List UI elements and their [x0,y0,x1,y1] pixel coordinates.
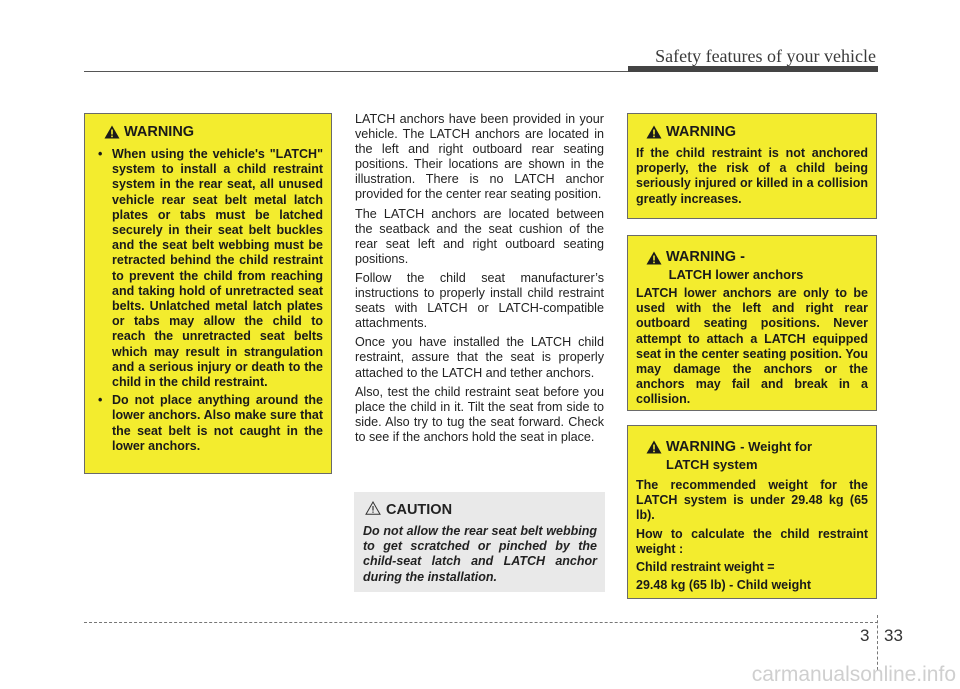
right-warning-1-title: WARNING [666,124,737,140]
right-warning-box-3 [627,425,877,599]
right-warning-3-title: WARNING [666,439,737,455]
warning-triangle-icon [646,251,662,269]
page-header-title: Safety features of your vehicle [655,46,876,66]
caution-heading [365,501,597,519]
right-warning-2-heading [646,249,868,283]
caution-triangle-icon [365,501,381,519]
body-text-column [355,112,604,449]
right-warning-3-subtitle: - Weight for LATCH system [666,439,813,472]
body-paragraph: Follow the child seat manufacturer’s instructions to properly install child restraint seats with LATCH or LATCH-compatible attachments. [355,270,604,331]
body-paragraph: Also, test the child restraint seat before you place the child in it. Tilt the seat from side to side. Also try to tug the seat forward. Check to see if the anchors hold the seat in place. [355,384,604,444]
right-warning-3-line: The recommended weight for the LATCH system is under 29.48 kg (65 lb). [636,478,868,523]
page-divider [877,615,878,670]
list-item: • When using the vehicle's "LATCH" system to install a child restraint system in the rear seat, all unused vehicle rear seat belt metal latch plates or tabs must be latched securely in their seat belt buckles and the seat belt webbing must be retracted behind the child restraint to prevent the child from reaching and taking hold of unretracted seat belts. Unlatched metal latch plates or tabs may allow the child to reach the unretracted seat belts which may result in strangulation and a serious injury or death to the child in the child restraint. [98,147,323,390]
body-paragraph: LATCH anchors have been provided in your vehicle. The LATCH anchors are located in the left and right outboard rear seating positions. Their locations are shown in the illustration. There is no LATCH anchor provided for the center rear seating position. [355,112,604,202]
left-warning-heading [104,124,323,143]
warning-triangle-icon [646,440,662,458]
chapter-number: 3 [860,626,870,645]
left-warning-title: WARNING [124,124,195,140]
right-warning-1-heading [646,124,868,143]
page-number: 33 [884,626,903,645]
caution-box [354,492,605,592]
list-item: • Do not place anything around the lower anchors. Also make sure that the seat belt is not caught in the lower anchors. [98,393,323,453]
left-warning-box [84,113,332,474]
right-warning-3-line: Child restraint weight = [636,560,775,575]
caution-text: Do not allow the rear seat belt webbing to get scratched or pinched by the child-seat latch and LATCH anchor during the installation. [363,524,597,584]
right-warning-2-subtitle: LATCH lower anchors [668,267,804,282]
right-warning-3-line: How to calculate the child restraint weight : [636,526,868,556]
right-warning-box-2 [627,235,877,411]
left-warning-list [92,147,323,454]
body-paragraph: The LATCH anchors are located between the seatback and the seat cushion of the rear seat left and right outboard seating positions. [355,206,604,266]
right-warning-3-line: 29.48 kg (65 lb) - Child weight [636,578,812,593]
warning-triangle-icon [104,125,120,143]
right-warning-3-heading [646,438,868,474]
header-rule-accent [628,66,878,72]
right-warning-1-text: If the child restraint is not anchored properly, the risk of a child being seriously injured or killed in a collision greatly increases. [636,146,868,206]
caution-title: CAUTION [386,502,453,518]
watermark: carmanualsonline.info [751,663,956,686]
right-warning-2-title: WARNING - [666,249,745,265]
footer-rule [84,622,878,623]
right-warning-box-1 [627,113,877,219]
right-warning-2-text: LATCH lower anchors are only to be used with the left and right rear outboard seating positions. Never attempt to attach a LATCH equipped seat in the center seating position. You may damage the anchors or the anchors may fail and break in a collision. [636,286,868,407]
body-paragraph: Once you have installed the LATCH child restraint, assure that the seat is properly attached to the LATCH and tether anchors. [355,335,604,380]
warning-triangle-icon [646,125,662,143]
